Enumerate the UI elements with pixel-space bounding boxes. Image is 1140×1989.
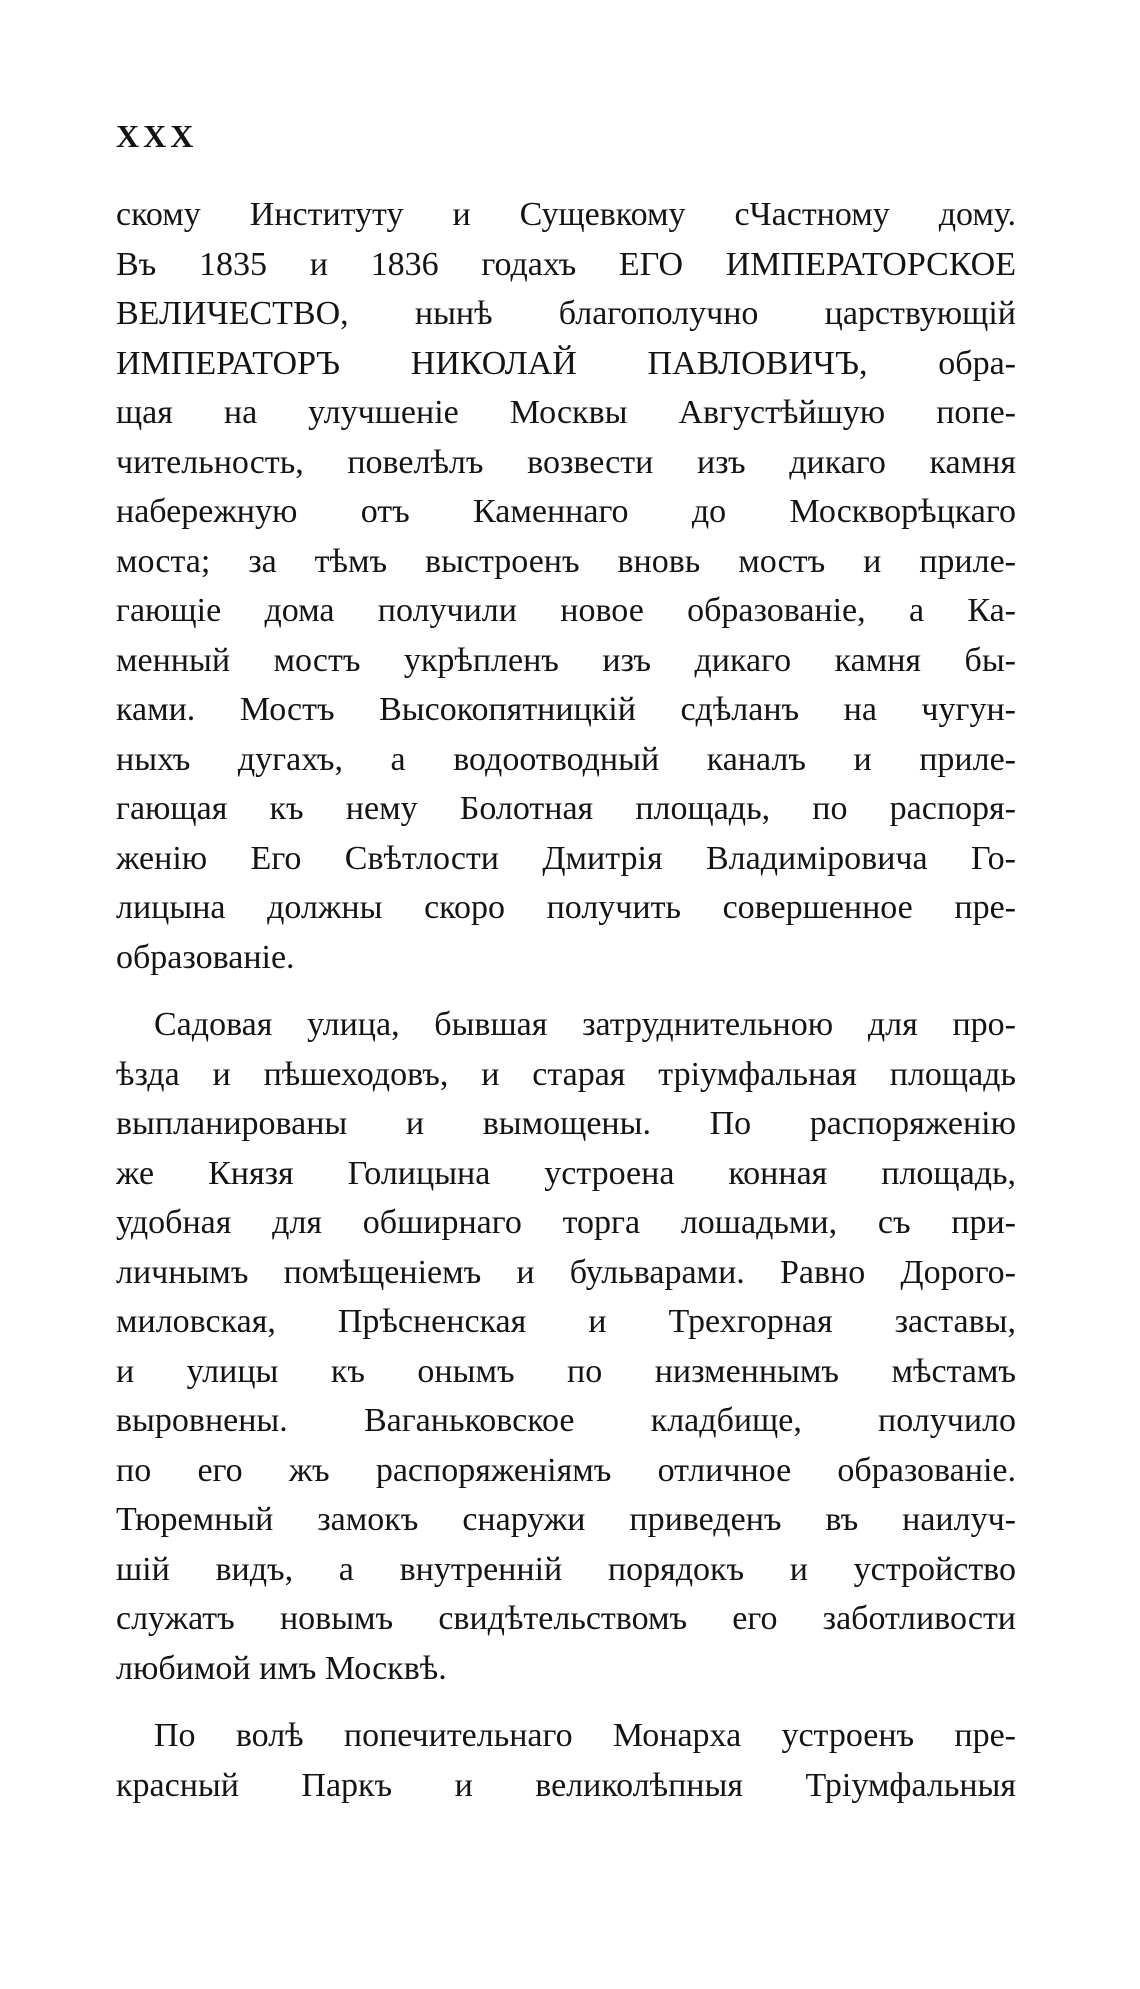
body-text (116, 190, 1016, 1810)
text-line: личнымъ помѣщеніемъ и бульварами. Равно Дорого- (116, 1253, 1016, 1291)
text-line: лицына должны скоро получить совершенное пре- (116, 889, 1016, 926)
text-line: миловская, Прѣсненская и Трехгорная заставы, (116, 1303, 1016, 1340)
paragraph-2 (116, 1000, 1016, 1693)
text-line: служатъ новымъ свидѣтельствомъ его заботливости (116, 1600, 1016, 1637)
text-line: выровнены. Ваганьковское кладбище, получило (116, 1402, 1016, 1439)
text-line: ВЕЛИЧЕСТВО, нынѣ благополучно царствующій (116, 295, 1016, 332)
paragraph-gap (116, 1693, 1016, 1711)
text-line: удобная для обширнаго торга лошадьми, съ при- (116, 1204, 1016, 1241)
text-line: чительность, повелѣлъ возвести изъ дикаго камня (116, 443, 1016, 481)
text-line: Садовая улица, бывшая затруднительною для про- (154, 1006, 1016, 1043)
text-line: щая на улучшеніе Москвы Августѣйшую попе- (116, 394, 1016, 431)
text-line: женію Его Свѣтлости Дмитрія Владиміровича Го- (116, 839, 1016, 877)
text-line: любимой имъ Москвѣ. (116, 1649, 447, 1687)
text-line: же Князя Голицына устроена конная площадь, (116, 1154, 1016, 1192)
text-line: моста; за тѣмъ выстроенъ вновь мостъ и приле- (116, 542, 1016, 580)
text-line: Тюремный замокъ снаружи приведенъ въ наилуч- (116, 1501, 1016, 1538)
text-line: менный мостъ укрѣпленъ изъ дикаго камня бы- (116, 641, 1016, 679)
text-line: По волѣ попечительнаго Монарха устроенъ пре- (154, 1717, 1016, 1754)
text-line: ѣзда и пѣшеходовъ, и старая тріумфальная площадь (116, 1055, 1016, 1093)
text-line: набережную отъ Каменнаго до Москворѣцкаго (116, 493, 1016, 530)
text-line: красный Паркъ и великолѣпныя Тріумфальныя (116, 1766, 1016, 1804)
text-line: гающая къ нему Болотная площадь, по распоря- (116, 790, 1016, 827)
page-number: XXX (116, 118, 198, 154)
text-line: Въ 1835 и 1836 годахъ ЕГО ИМПЕРАТОРСКОЕ (116, 245, 1016, 283)
text-line: выпланированы и вымощены. По распоряженію (116, 1105, 1016, 1142)
text-line: шій видъ, а внутренній порядокъ и устройство (116, 1550, 1016, 1588)
text-line: образованіе. (116, 938, 295, 976)
text-line: скому Институту и Сущевкому сЧастному дому. (116, 196, 1016, 233)
paragraph-1 (116, 190, 1016, 982)
text-line: и улицы къ онымъ по низменнымъ мѣстамъ (116, 1352, 1016, 1390)
text-line: ками. Мостъ Высокопятницкій сдѣланъ на чугун- (116, 691, 1016, 728)
paragraph-gap (116, 982, 1016, 1000)
text-line: ныхъ дугахъ, а водоотводный каналъ и приле- (116, 740, 1016, 778)
paragraph-3 (116, 1711, 1016, 1810)
text-line: ИМПЕРАТОРЪ НИКОЛАЙ ПАВЛОВИЧЪ, обра- (116, 344, 1016, 382)
text-line: гающіе дома получили новое образованіе, а Ка- (116, 592, 1016, 629)
text-line: по его жъ распоряженіямъ отличное образованіе. (116, 1451, 1016, 1489)
